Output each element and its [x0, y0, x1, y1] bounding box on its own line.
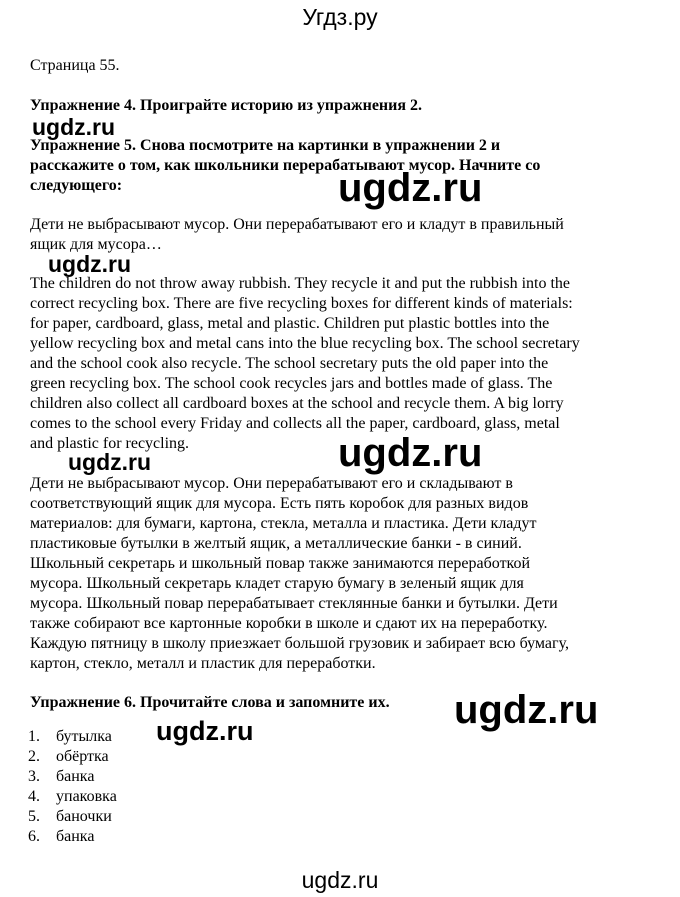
list-word: бутылка: [56, 728, 112, 745]
list-number: 1.: [28, 728, 40, 745]
starter-text-line: ящик для мусора…: [30, 236, 162, 253]
starter-text-line: Дети не выбрасывают мусор. Они перерабатывают его и кладут в правильный: [30, 216, 564, 233]
answer-en-line: green recycling box. The school cook recycles jars and bottles made of glass. The: [30, 375, 553, 392]
answer-ru-line: Каждую пятницу в школу приезжает большой грузовик и забирает всю бумагу,: [30, 635, 569, 652]
exercise-5-heading-line: следующего:: [30, 177, 123, 194]
exercise-6-heading: Упражнение 6. Прочитайте слова и запомните их.: [30, 694, 390, 711]
list-number: 4.: [28, 788, 40, 805]
list-word: банка: [56, 828, 95, 845]
list-item: [28, 807, 117, 827]
answer-ru-line: Школьный секретарь и школьный повар также занимаются переработкой: [30, 555, 531, 572]
list-item: [28, 827, 117, 847]
watermark: ugdz.ru: [454, 688, 599, 732]
list-word: обёртка: [56, 748, 109, 765]
watermark: ugdz.ru: [338, 431, 483, 475]
list-item: [28, 747, 117, 767]
answer-en-line: correct recycling box. There are five recycling boxes for different kinds of materials:: [30, 295, 573, 312]
watermark: ugdz.ru: [48, 251, 132, 277]
site-footer[interactable]: ugdz.ru: [301, 867, 379, 893]
watermark: ugdz.ru: [156, 716, 254, 746]
watermark: ugdz.ru: [68, 449, 152, 475]
answer-en-line: comes to the school every Friday and collects all the paper, cardboard, glass, metal: [30, 415, 560, 432]
answer-ru-line: картон, стекло, металл и пластик для переработки.: [30, 655, 376, 672]
answer-en-line: and the school cook also recycle. The school secretary puts the old paper into the: [30, 355, 549, 372]
exercise-5-heading-line: расскажите о том, как школьники перерабатывают мусор. Начните со: [30, 157, 541, 174]
list-number: 6.: [28, 828, 40, 845]
exercise-4-heading: Упражнение 4. Проиграйте историю из упражнения 2.: [30, 97, 423, 114]
answer-en-line: and plastic for recycling.: [30, 435, 190, 452]
list-word: банка: [56, 768, 95, 785]
watermark: ugdz.ru: [32, 114, 116, 140]
site-header[interactable]: Угдз.ру: [302, 4, 378, 30]
answer-ru-line: Дети не выбрасывают мусор. Они перерабатывают его и складывают в: [30, 475, 513, 492]
answer-en-line: for paper, cardboard, glass, metal and plastic. Children put plastic bottles into the: [30, 315, 550, 332]
answer-ru-line: мусора. Школьный секретарь кладет старую бумагу в зеленый ящик для: [30, 575, 524, 592]
list-item: [28, 787, 117, 807]
answer-ru-line: мусора. Школьный повар перерабатывает стеклянные банки и бутылки. Дети: [30, 595, 558, 612]
answer-en-line: The children do not throw away rubbish. They recycle it and put the rubbish into the: [30, 275, 571, 292]
exercise-5-heading-line: Упражнение 5. Снова посмотрите на картинки в упражнении 2 и: [30, 137, 501, 154]
list-item: [28, 767, 117, 787]
answer-en-line: yellow recycling box and metal cans into the blue recycling box. The school secretary: [30, 335, 580, 352]
answer-en-line: children also collect all cardboard boxes at the school and recycle them. A big lorry: [30, 395, 564, 412]
list-number: 3.: [28, 768, 40, 785]
list-number: 5.: [28, 808, 40, 825]
list-number: 2.: [28, 748, 40, 765]
list-item: [28, 727, 117, 747]
word-list: [28, 727, 117, 847]
answer-ru-line: соответствующий ящик для мусора. Есть пять коробок для разных видов: [30, 495, 529, 512]
list-word: упаковка: [56, 788, 117, 805]
answer-ru-line: материалов: для бумаги, картона, стекла, металла и пластика. Дети кладут: [30, 515, 537, 532]
list-word: баночки: [56, 808, 112, 825]
page-label: Страница 55.: [30, 57, 120, 74]
watermark: ugdz.ru: [338, 166, 483, 210]
answer-ru-line: также собирают все картонные коробки в школе и сдают их на переработку.: [30, 615, 548, 632]
answer-ru-line: пластиковые бутылки в желтый ящик, а металлические банки - в синий.: [30, 535, 522, 552]
